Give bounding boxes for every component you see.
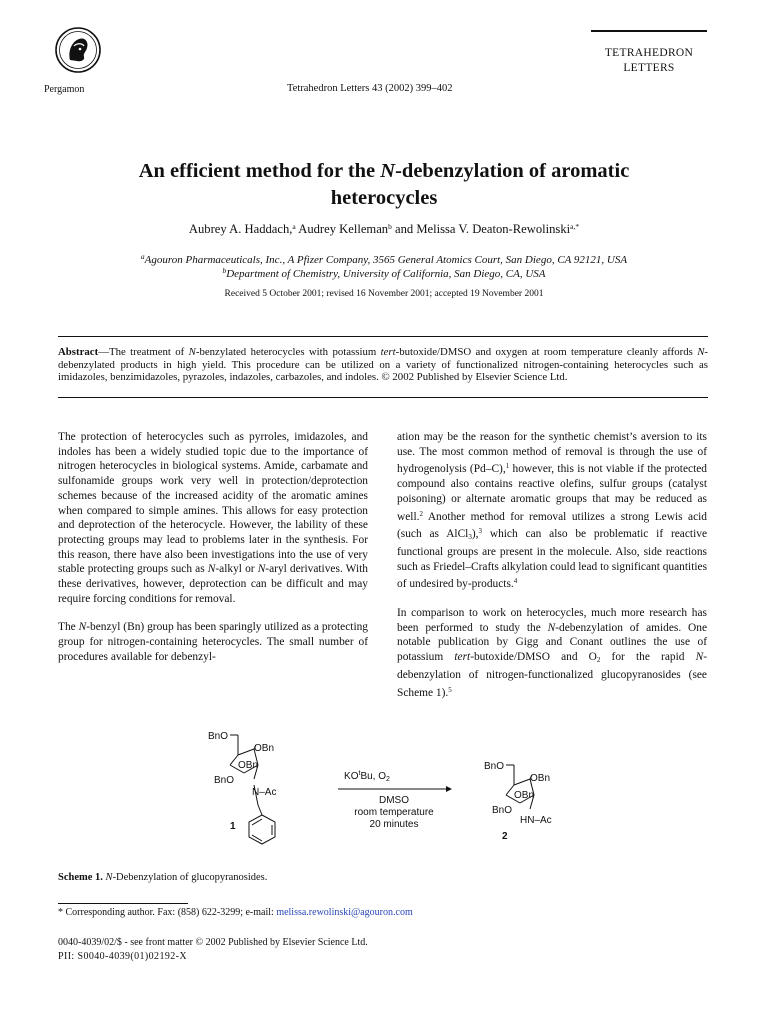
abstract-text-italic: N: [697, 346, 705, 358]
author-name: Aubrey A. Haddach,: [188, 222, 293, 236]
body-text-italic: N: [78, 621, 87, 634]
email-link[interactable]: melissa.rewolinski@agouron.com: [276, 907, 413, 918]
caption-italic: N: [105, 872, 113, 883]
reference-mark: 1: [505, 462, 510, 471]
body-paragraph: [58, 620, 368, 664]
body-paragraph: [397, 430, 707, 592]
body-text-italic: N: [257, 563, 266, 576]
obn-ring-label: OBn: [514, 790, 535, 801]
body-text: -benzyl (Bn) group has been sparingly utilized as a protecting group for nitrogen-containing heterocycles. The small number of procedures available for debenzyl-: [58, 621, 368, 663]
body-text: for the rapid: [600, 651, 696, 664]
author-list: [60, 222, 708, 237]
abstract-text: -butoxide/DMSO and oxygen at room temperature cleanly affords: [395, 346, 698, 358]
author-affiliation-mark: a: [292, 222, 296, 231]
abstract: [58, 336, 708, 398]
body-text: In comparison to work on heterocycles, much more research has been performed to study the: [397, 607, 707, 634]
author-name: and Melissa V. Deaton-Rewolinski: [391, 222, 571, 236]
body-text: -butoxide/DMSO and O: [470, 651, 597, 664]
body-text: which can also be problematic if reactive functional groups are present in the molecule. Also, side reactions such as Friedel–Crafts alkylation could lead to significant quantities of undesired by-products.: [397, 528, 708, 591]
abstract-label: Abstract: [58, 346, 99, 358]
abstract-text: -benzylated heterocycles with potassium: [195, 346, 381, 358]
affiliation-b: $^b$Department of Chemistry, University of California, San Diego, CA, USA: [222, 266, 546, 280]
body-text-italic: N: [207, 563, 216, 576]
masthead-line-2: LETTERS: [623, 62, 675, 74]
affiliation-text: Agouron Pharmaceuticals, Inc., A Pfizer Company, 3565 General Atomics Court, San Diego, CA 92121, USA: [144, 254, 628, 266]
body-text-italic: tert: [454, 651, 471, 664]
journal-masthead: [591, 30, 707, 76]
article-title: [70, 158, 698, 212]
journal-citation: Tetrahedron Letters 43 (2002) 399–402: [287, 83, 453, 94]
reference-mark: 2: [419, 509, 423, 518]
bno-left-label: BnO: [492, 805, 513, 816]
title-part: -debenzylation of aromatic: [395, 160, 630, 182]
reagent-text: KO: [344, 771, 359, 782]
body-text-italic: N: [547, 621, 556, 634]
footnote-text: * Corresponding author. Fax: (858) 622-3299; e-mail:: [58, 907, 277, 918]
pii-line: PII: S0040-4039(01)02192-X: [58, 951, 188, 962]
reference-mark: 5: [448, 685, 452, 694]
issn-line: 0040-4039/02/$ - see front matter © 2002 Published by Elsevier Science Ltd.: [58, 937, 368, 948]
reference-mark: 4: [513, 577, 518, 586]
body-text: -aryl derivatives. With these derivatives, however, deprotection can be difficult and may require forcing conditions for removal.: [58, 563, 368, 605]
received-dates: Received 5 October 2001; revised 16 November 2001; accepted 19 November 2001: [224, 289, 544, 299]
body-column-right: [397, 430, 707, 700]
reagent-text: Bu, O: [360, 771, 387, 782]
bno-top-label: BnO: [208, 731, 229, 742]
product-structure: [506, 765, 534, 809]
reagent-line: [344, 770, 390, 783]
obn-right-label: OBn: [254, 743, 275, 754]
publisher-name: Pergamon: [44, 84, 85, 95]
title-line-2: heterocycles: [330, 187, 438, 209]
body-column-left: [58, 430, 368, 665]
body-text: ation may be the reason for the synthetic chemist’s aversion to its use. The most common method of removal is through the use of hydrogenolysis (Pd–C),: [397, 431, 707, 476]
affiliation-text: Department of Chemistry, University of California, San Diego, CA, USA: [226, 268, 546, 280]
arrow-head-icon: [446, 786, 452, 792]
hn-ac-label: HN–Ac: [520, 815, 552, 826]
reagent-sup: t: [358, 770, 361, 777]
subscript: 2: [596, 656, 601, 665]
body-text: The: [58, 621, 79, 634]
abstract-text: -debenzylated products in high yield. This procedure can be utilized on a variety of functionalized nitrogen-containing heterocycles such as imidazoles, benzimidazoles, pyrazoles, indazoles, carbazoles, and indoles. © 2002 Published by Elsevier Science Ltd.: [58, 346, 708, 384]
body-text-italic: N: [695, 651, 704, 664]
scheme-caption: [58, 872, 267, 883]
abstract-text: —The treatment of: [98, 346, 189, 358]
corresponding-author-footnote: [58, 907, 413, 918]
bno-left-label: BnO: [214, 775, 235, 786]
body-text: Another method for removal utilizes a strong Lewis acid (such as AlCl: [397, 510, 707, 541]
n-ac-label: N–Ac: [252, 787, 277, 798]
obn-ring-label: OBn: [238, 760, 259, 771]
title-part-italic: N: [380, 160, 396, 182]
compound-1-label: 1: [230, 821, 236, 832]
reference-mark: 3: [478, 527, 483, 536]
body-text: The protection of heterocycles such as pyrroles, imidazoles, and indoles has been a widely studied topic due to the importance of nitrogen heterocycles in biological systems. Amide, carbamate and sulfonamide groups work very well in protection/deprotection schemes because of the increased acidity of the aromatic amines when compared to simple amines. This allows for easy protection and deprotection of the heterocycle. However, the lability of these protecting groups may lead to problems later in the synthesis. For this reason, there have also been investigations into the use of very stable protecting groups such as: [58, 431, 368, 576]
footnote-divider: [58, 903, 188, 904]
bno-top-label: BnO: [484, 761, 505, 772]
solvent-label: DMSO: [379, 795, 409, 806]
obn-right-label: OBn: [530, 773, 551, 784]
pergamon-logo-icon: [54, 26, 102, 74]
caption-label: Scheme 1.: [58, 872, 103, 883]
abstract-text-italic: tert: [380, 346, 396, 358]
body-text: -debenzylation of nitrogen-functionalized glucopyranosides (see Scheme 1).: [397, 651, 708, 699]
time-label: 20 minutes: [369, 819, 419, 830]
subscript: 3: [468, 533, 472, 542]
abstract-text-italic: N: [188, 346, 196, 358]
title-part: An efficient method for the: [138, 160, 381, 182]
scheme-1-figure: [190, 723, 590, 853]
body-text: -debenzylation of amides. One notable publication by Gigg and Conant outlines the use of potassium: [397, 621, 707, 664]
affiliation-a: $^a$Agouron Pharmaceuticals, Inc., A Pfizer Company, 3565 General Atomics Court, San Diego, CA 92121, USA: [140, 252, 628, 266]
body-text: however, this is not viable if the protected compound also contains reactive olefins, sulfur groups (catalyst poisoning) or alternate aromatic groups that may be reduced as well.: [397, 463, 707, 523]
author-affiliation-mark: b: [388, 222, 392, 231]
temperature-label: room temperature: [354, 807, 434, 818]
author-name: Audrey Kelleman: [295, 222, 389, 236]
caption-text: -Debenzylation of glucopyranosides.: [112, 872, 268, 883]
body-paragraph: [397, 606, 707, 700]
masthead-line-1: TETRAHEDRON: [604, 47, 694, 59]
body-text: -alkyl or: [215, 563, 258, 576]
body-paragraph: [58, 430, 368, 606]
reagent-sub: 2: [386, 776, 390, 783]
author-affiliation-mark: a,*: [570, 222, 580, 231]
compound-2-label: 2: [502, 831, 508, 842]
body-text: ),: [471, 528, 479, 541]
